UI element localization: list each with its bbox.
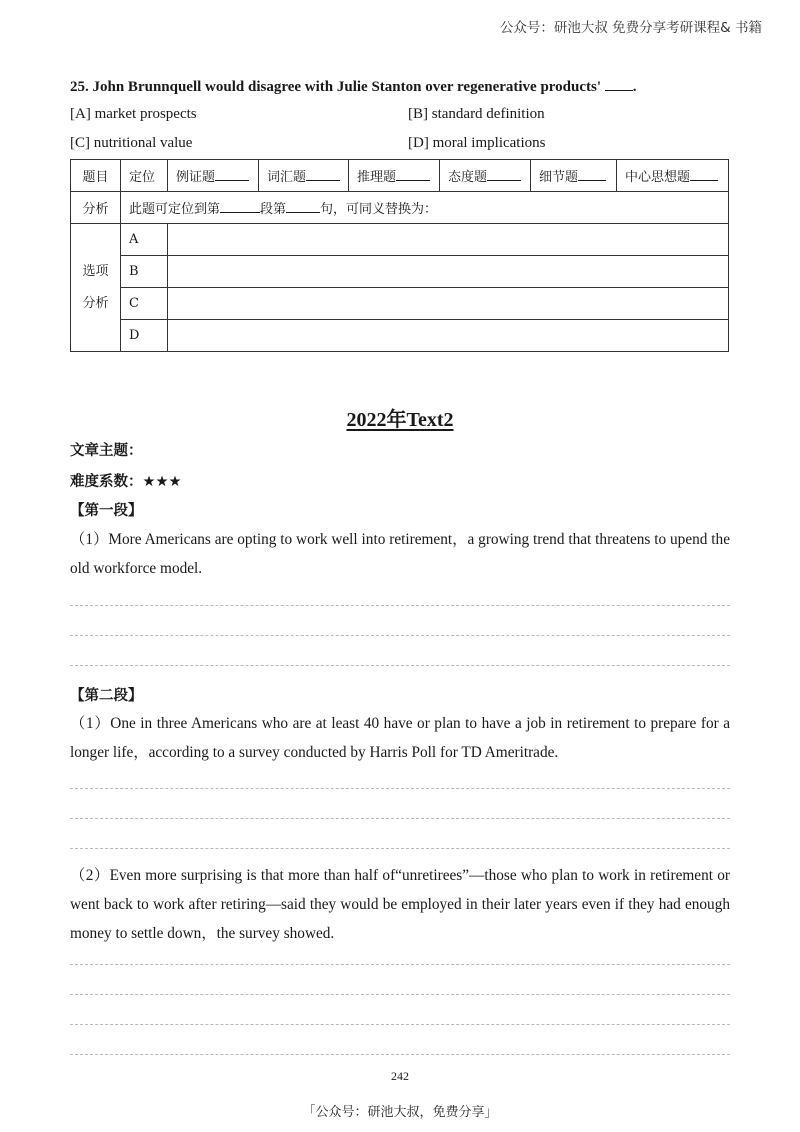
- writing-line: [70, 848, 730, 849]
- type-inference-blank: [396, 168, 430, 181]
- page-number: 242: [391, 1069, 409, 1083]
- option-a: [A] market prospects: [70, 106, 197, 122]
- writing-line: [70, 818, 730, 819]
- question-title-text: 25. John Brunnquell would disagree with Julie Stanton over regenerative products': [70, 79, 602, 95]
- header-note: 公众号：研池大叔 免费分享考研课程& 书籍: [499, 20, 762, 36]
- option-b: [B] standard definition: [408, 106, 545, 122]
- section-title-text: 2022年Text2: [346, 409, 454, 431]
- writing-line: [70, 994, 730, 995]
- locate-part3: 句，可同义替换为：: [320, 202, 438, 217]
- writing-line: [70, 1024, 730, 1025]
- question-title-end: .: [632, 79, 637, 95]
- type-example: [168, 160, 259, 192]
- type-attitude-label: 态度题: [448, 170, 488, 185]
- type-attitude: [440, 160, 531, 192]
- option-analysis-a: [168, 224, 729, 256]
- type-detail-label: 细节题: [539, 170, 579, 185]
- option-analysis-c: [168, 288, 729, 320]
- question-title: [70, 77, 637, 96]
- option-d: [D] moral implications: [408, 135, 546, 151]
- type-example-blank: [215, 168, 249, 181]
- article-theme-label: 文章主题：: [70, 443, 143, 459]
- section-title: [0, 403, 800, 432]
- writing-line: [70, 635, 730, 636]
- writing-line: [70, 788, 730, 789]
- type-main-idea-label: 中心思想题: [625, 170, 691, 185]
- row-label-option-analysis: [71, 224, 121, 352]
- paragraph-2-sentence-1: （1）One in three Americans who are at least 40 have or plan to have a job in retirement to prepare for a longer life，according to a survey conducted by Harris Poll for TD Ameritrade.: [70, 715, 730, 761]
- option-letter-a: A: [121, 224, 168, 256]
- answer-blank: [605, 77, 633, 91]
- question-type-row: [71, 160, 729, 192]
- paragraph-2-heading: 【第二段】: [70, 688, 143, 704]
- row-label-analysis: 分析: [71, 192, 121, 224]
- paragraph-blank: [220, 200, 260, 213]
- option-label-line1: 选项: [82, 263, 109, 279]
- option-analysis-d: [168, 320, 729, 352]
- sentence-blank: [286, 200, 320, 213]
- type-attitude-blank: [487, 168, 521, 181]
- row-label-topic: 题目: [71, 160, 121, 192]
- writing-line: [70, 665, 730, 666]
- type-main-idea-blank: [690, 168, 718, 181]
- option-row-c: [71, 288, 729, 320]
- paragraph-1-sentence-1: （1）More Americans are opting to work well into retirement，a growing trend that threatens to upend the old workforce model.: [70, 531, 730, 577]
- writing-line: [70, 964, 730, 965]
- type-main-idea: [617, 160, 729, 192]
- option-c: [C] nutritional value: [70, 135, 193, 151]
- writing-line: [70, 1054, 730, 1055]
- analysis-table: [70, 159, 729, 352]
- paragraph-1-heading: 【第一段】: [70, 503, 143, 519]
- option-analysis-b: [168, 256, 729, 288]
- type-vocabulary: [259, 160, 349, 192]
- locate-part1: 此题可定位到第: [129, 202, 221, 217]
- locate-sentence: [121, 192, 729, 224]
- locate-row: [71, 192, 729, 224]
- option-letter-d: D: [121, 320, 168, 352]
- option-label-line2: 分析: [82, 295, 109, 311]
- paragraph-2-sentence-2: （2）Even more surprising is that more than half of“unretirees”—those who plan to work in retirement or went back to work after retiring—said they would be employed in their later years even if they had enough money to settle down，the survey showed.: [70, 867, 730, 942]
- type-inference-label: 推理题: [357, 170, 397, 185]
- type-vocabulary-label: 词汇题: [267, 170, 307, 185]
- type-detail: [531, 160, 617, 192]
- type-example-label: 例证题: [176, 170, 216, 185]
- option-letter-b: B: [121, 256, 168, 288]
- type-vocabulary-blank: [306, 168, 340, 181]
- type-locate: 定位: [121, 160, 168, 192]
- option-row-d: [71, 320, 729, 352]
- footer-note: 「公众号：研池大叔，免费分享」: [302, 1105, 498, 1120]
- option-row-a: [71, 224, 729, 256]
- option-letter-c: C: [121, 288, 168, 320]
- locate-part2: 段第: [260, 202, 287, 217]
- writing-line: [70, 605, 730, 606]
- option-row-b: [71, 256, 729, 288]
- difficulty-label: 难度系数：★★★: [70, 474, 182, 490]
- type-detail-blank: [578, 168, 606, 181]
- type-inference: [349, 160, 440, 192]
